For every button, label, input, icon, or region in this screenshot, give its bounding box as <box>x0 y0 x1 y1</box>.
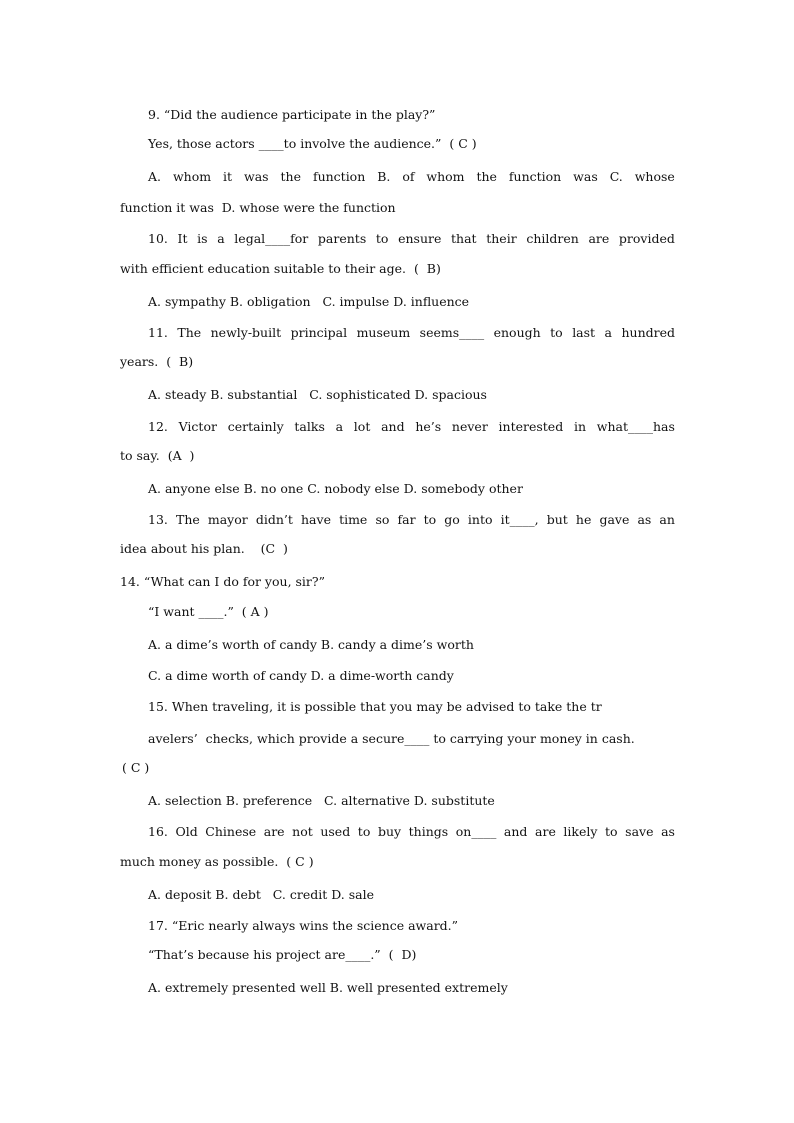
question-9-options-line2: function it was D. whose were the function <box>120 200 396 215</box>
question-13-text: 13. The mayor didn’t have time so far to go into it____, but he gave as an <box>148 512 675 527</box>
question-12-options: A. anyone else B. no one C. nobody else D. somebody other <box>148 481 523 496</box>
question-15-text-cont: avelers’ checks, which provide a secure____ to carrying your money in cash. <box>148 731 635 746</box>
question-14-response: “I want ____.” ( A ) <box>148 604 269 619</box>
question-16-text: 16. Old Chinese are not used to buy things on____ and are likely to save as <box>148 824 675 839</box>
question-9-response: Yes, those actors ____to involve the audience.” ( C ) <box>148 136 477 151</box>
question-10-options: A. sympathy B. obligation C. impulse D. influence <box>148 294 470 309</box>
question-11-text: 11. The newly-built principal museum seems____ enough to last a hundred <box>148 325 675 340</box>
question-16-text-cont: much money as possible. ( C ) <box>120 854 314 869</box>
question-16-options: A. deposit B. debt C. credit D. sale <box>148 887 375 902</box>
question-11-text-cont: years. ( B) <box>120 354 194 369</box>
question-9-text: 9. “Did the audience participate in the play?” <box>148 107 436 122</box>
question-10-text: 10. It is a legal____for parents to ensure that their children are provided <box>148 231 675 246</box>
question-15-answer: ( C ) <box>122 760 150 775</box>
question-14-text: 14. “What can I do for you, sir?” <box>120 574 325 589</box>
question-14-options-line1: A. a dime’s worth of candy B. candy a dime’s worth <box>148 637 474 652</box>
question-10-text-cont: with efficient education suitable to their age. ( B) <box>120 261 441 276</box>
question-17-options: A. extremely presented well B. well presented extremely <box>148 980 508 995</box>
question-12-text-cont: to say. (A ) <box>120 448 195 463</box>
question-12-text: 12. Victor certainly talks a lot and he’s never interested in what____has <box>148 419 675 434</box>
question-9-options-line1: A. whom it was the function B. of whom the function was C. whose <box>148 169 675 184</box>
question-11-options: A. steady B. substantial C. sophisticated D. spacious <box>148 387 487 402</box>
question-17-response: “That’s because his project are____.” ( D) <box>148 947 417 962</box>
question-15-text: 15. When traveling, it is possible that you may be advised to take the tr <box>148 699 602 714</box>
question-14-options-line2: C. a dime worth of candy D. a dime-worth candy <box>148 668 454 683</box>
question-17-text: 17. “Eric nearly always wins the science award.” <box>148 918 459 933</box>
question-15-options: A. selection B. preference C. alternative D. substitute <box>148 793 495 808</box>
question-13-text-cont: idea about his plan. (C ) <box>120 541 288 556</box>
